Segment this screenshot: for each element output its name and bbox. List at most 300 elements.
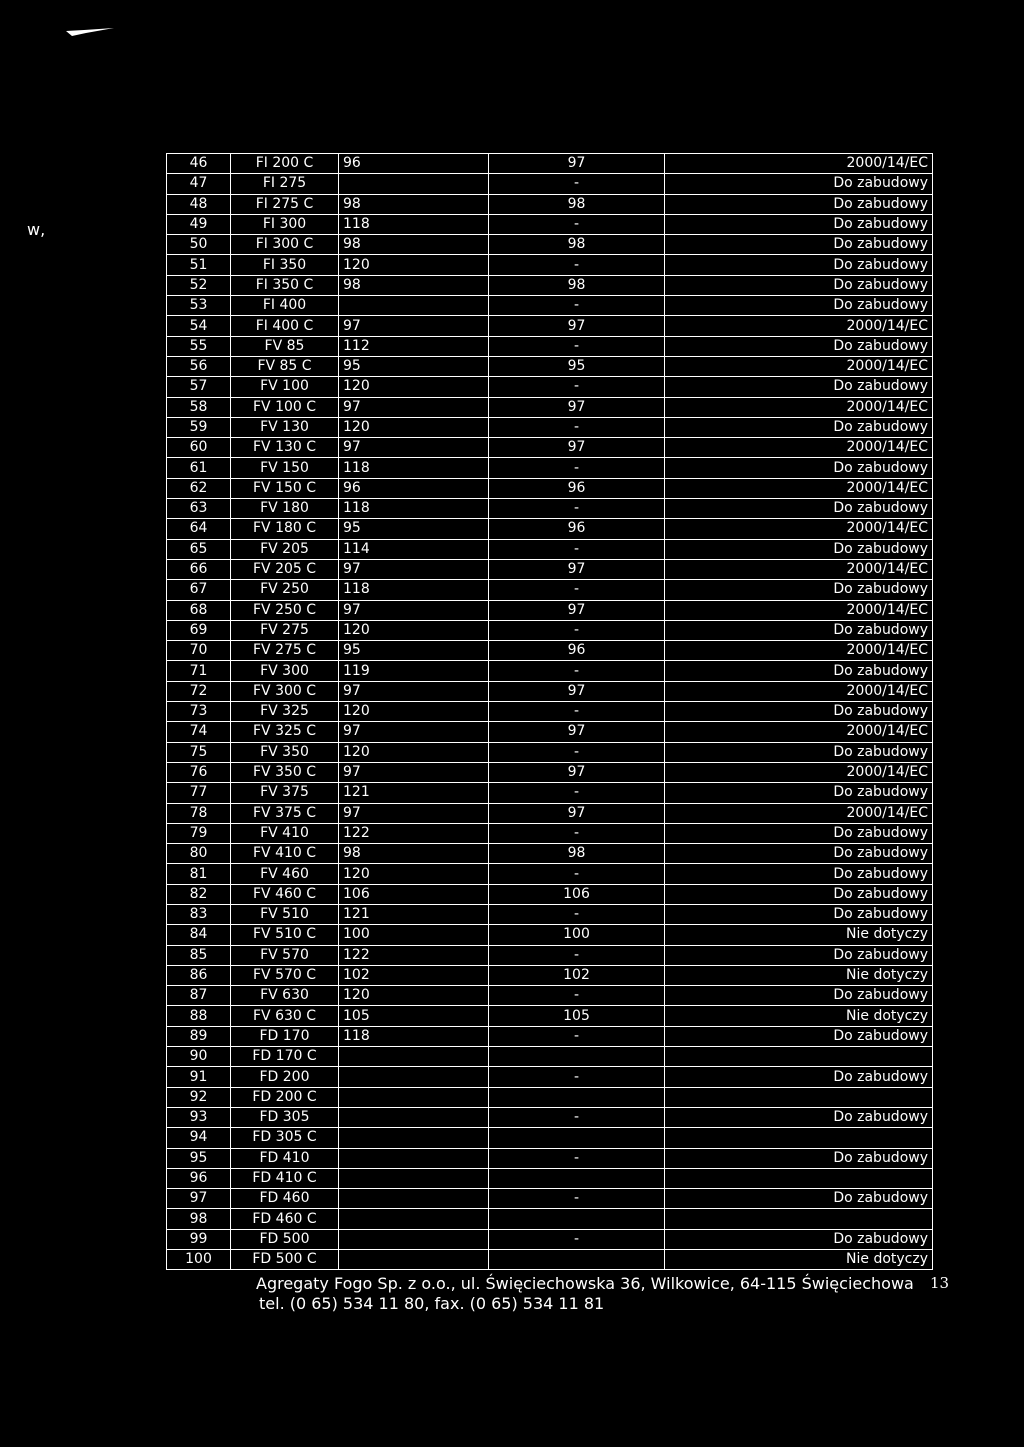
- table-row: [167, 1107, 933, 1127]
- value-cell: 95: [339, 641, 489, 661]
- model-cell: FD 305: [231, 1107, 339, 1127]
- footer: [256, 1274, 914, 1314]
- value-cell: 102: [339, 965, 489, 985]
- standard-cell: Do zabudowy: [665, 1148, 933, 1168]
- standard-cell: Nie dotyczy: [665, 1250, 933, 1270]
- value-c-cell: -: [489, 214, 665, 234]
- table-row: [167, 641, 933, 661]
- row-number-cell: 48: [167, 194, 231, 214]
- row-number-cell: 98: [167, 1209, 231, 1229]
- model-cell: FV 350 C: [231, 762, 339, 782]
- value-cell: 118: [339, 580, 489, 600]
- footer-address: Agregaty Fogo Sp. z o.o., ul. Święciechowska 36, Wilkowice, 64-115 Święciechowa: [256, 1274, 914, 1293]
- row-number-cell: 78: [167, 803, 231, 823]
- value-cell: [339, 1168, 489, 1188]
- standard-cell: [665, 1087, 933, 1107]
- standard-cell: Do zabudowy: [665, 884, 933, 904]
- table-row: [167, 214, 933, 234]
- value-cell: 97: [339, 397, 489, 417]
- standard-cell: Do zabudowy: [665, 1107, 933, 1127]
- standard-cell: 2000/14/EC: [665, 154, 933, 174]
- value-cell: 96: [339, 154, 489, 174]
- value-c-cell: 97: [489, 397, 665, 417]
- table-row: [167, 377, 933, 397]
- table-row: [167, 255, 933, 275]
- value-cell: [339, 1128, 489, 1148]
- standard-cell: Do zabudowy: [665, 1026, 933, 1046]
- value-c-cell: 97: [489, 316, 665, 336]
- table-row: [167, 803, 933, 823]
- value-c-cell: -: [489, 296, 665, 316]
- table-row: [167, 1148, 933, 1168]
- table-row: [167, 844, 933, 864]
- standard-cell: [665, 1128, 933, 1148]
- row-number-cell: 90: [167, 1047, 231, 1067]
- model-cell: FV 85 C: [231, 356, 339, 376]
- model-cell: FV 350: [231, 742, 339, 762]
- value-cell: 120: [339, 864, 489, 884]
- row-number-cell: 67: [167, 580, 231, 600]
- value-cell: [339, 1067, 489, 1087]
- model-cell: FV 570: [231, 945, 339, 965]
- table-row: [167, 1067, 933, 1087]
- standard-cell: Do zabudowy: [665, 1189, 933, 1209]
- value-cell: 120: [339, 620, 489, 640]
- value-cell: 97: [339, 600, 489, 620]
- row-number-cell: 91: [167, 1067, 231, 1087]
- standard-cell: Do zabudowy: [665, 580, 933, 600]
- value-c-cell: -: [489, 580, 665, 600]
- table-row: [167, 864, 933, 884]
- value-c-cell: -: [489, 945, 665, 965]
- model-cell: FD 170 C: [231, 1047, 339, 1067]
- row-number-cell: 80: [167, 844, 231, 864]
- value-c-cell: 96: [489, 519, 665, 539]
- value-cell: 97: [339, 559, 489, 579]
- model-cell: FD 305 C: [231, 1128, 339, 1148]
- standard-cell: Do zabudowy: [665, 214, 933, 234]
- row-number-cell: 57: [167, 377, 231, 397]
- value-c-cell: 97: [489, 154, 665, 174]
- table-row: [167, 783, 933, 803]
- model-cell: FI 300: [231, 214, 339, 234]
- specification-table-body: [167, 154, 933, 1270]
- value-c-cell: 96: [489, 641, 665, 661]
- model-cell: FV 275 C: [231, 641, 339, 661]
- table-row: [167, 965, 933, 985]
- standard-cell: Do zabudowy: [665, 275, 933, 295]
- row-number-cell: 75: [167, 742, 231, 762]
- value-c-cell: [489, 1168, 665, 1188]
- value-cell: 120: [339, 742, 489, 762]
- value-c-cell: -: [489, 1189, 665, 1209]
- value-cell: 118: [339, 499, 489, 519]
- value-cell: [339, 174, 489, 194]
- value-c-cell: 97: [489, 803, 665, 823]
- table-row: [167, 478, 933, 498]
- table-row: [167, 154, 933, 174]
- value-c-cell: [489, 1209, 665, 1229]
- standard-cell: Do zabudowy: [665, 783, 933, 803]
- table-row: [167, 1209, 933, 1229]
- table-row: [167, 945, 933, 965]
- value-c-cell: -: [489, 174, 665, 194]
- row-number-cell: 79: [167, 823, 231, 843]
- standard-cell: 2000/14/EC: [665, 722, 933, 742]
- value-cell: 98: [339, 844, 489, 864]
- value-c-cell: 98: [489, 194, 665, 214]
- standard-cell: Do zabudowy: [665, 235, 933, 255]
- value-cell: 95: [339, 519, 489, 539]
- value-cell: 97: [339, 438, 489, 458]
- standard-cell: Do zabudowy: [665, 661, 933, 681]
- value-c-cell: -: [489, 661, 665, 681]
- row-number-cell: 74: [167, 722, 231, 742]
- value-c-cell: [489, 1128, 665, 1148]
- row-number-cell: 71: [167, 661, 231, 681]
- value-c-cell: 106: [489, 884, 665, 904]
- standard-cell: Do zabudowy: [665, 620, 933, 640]
- table-row: [167, 762, 933, 782]
- model-cell: FI 200 C: [231, 154, 339, 174]
- standard-cell: Nie dotyczy: [665, 925, 933, 945]
- value-cell: 118: [339, 1026, 489, 1046]
- table-row: [167, 925, 933, 945]
- value-cell: 122: [339, 823, 489, 843]
- model-cell: FI 350 C: [231, 275, 339, 295]
- value-cell: 97: [339, 803, 489, 823]
- table-row: [167, 620, 933, 640]
- model-cell: FD 460: [231, 1189, 339, 1209]
- model-cell: FD 410: [231, 1148, 339, 1168]
- table-row: [167, 559, 933, 579]
- value-cell: 118: [339, 214, 489, 234]
- standard-cell: 2000/14/EC: [665, 356, 933, 376]
- row-number-cell: 88: [167, 1006, 231, 1026]
- value-c-cell: -: [489, 823, 665, 843]
- model-cell: FV 570 C: [231, 965, 339, 985]
- standard-cell: 2000/14/EC: [665, 438, 933, 458]
- value-c-cell: -: [489, 417, 665, 437]
- row-number-cell: 68: [167, 600, 231, 620]
- model-cell: FD 460 C: [231, 1209, 339, 1229]
- value-c-cell: [489, 1047, 665, 1067]
- value-c-cell: -: [489, 742, 665, 762]
- standard-cell: Do zabudowy: [665, 458, 933, 478]
- model-cell: FD 500: [231, 1229, 339, 1249]
- model-cell: FV 250 C: [231, 600, 339, 620]
- value-cell: [339, 1047, 489, 1067]
- model-cell: FI 300 C: [231, 235, 339, 255]
- row-number-cell: 65: [167, 539, 231, 559]
- model-cell: FV 300 C: [231, 681, 339, 701]
- value-c-cell: -: [489, 1148, 665, 1168]
- standard-cell: 2000/14/EC: [665, 681, 933, 701]
- value-cell: 119: [339, 661, 489, 681]
- table-row: [167, 397, 933, 417]
- model-cell: FD 200 C: [231, 1087, 339, 1107]
- value-cell: 100: [339, 925, 489, 945]
- row-number-cell: 49: [167, 214, 231, 234]
- row-number-cell: 70: [167, 641, 231, 661]
- model-cell: FV 130 C: [231, 438, 339, 458]
- standard-cell: Do zabudowy: [665, 539, 933, 559]
- row-number-cell: 99: [167, 1229, 231, 1249]
- value-c-cell: -: [489, 255, 665, 275]
- value-c-cell: -: [489, 336, 665, 356]
- row-number-cell: 59: [167, 417, 231, 437]
- standard-cell: Do zabudowy: [665, 823, 933, 843]
- value-cell: 120: [339, 702, 489, 722]
- model-cell: FI 350: [231, 255, 339, 275]
- row-number-cell: 86: [167, 965, 231, 985]
- row-number-cell: 87: [167, 986, 231, 1006]
- row-number-cell: 46: [167, 154, 231, 174]
- page-number: 13: [930, 1274, 950, 1292]
- value-cell: 98: [339, 194, 489, 214]
- value-c-cell: [489, 1250, 665, 1270]
- table-row: [167, 1047, 933, 1067]
- row-number-cell: 82: [167, 884, 231, 904]
- table-row: [167, 884, 933, 904]
- row-number-cell: 92: [167, 1087, 231, 1107]
- row-number-cell: 100: [167, 1250, 231, 1270]
- standard-cell: Do zabudowy: [665, 499, 933, 519]
- value-cell: 98: [339, 235, 489, 255]
- model-cell: FI 400 C: [231, 316, 339, 336]
- row-number-cell: 63: [167, 499, 231, 519]
- value-c-cell: 97: [489, 762, 665, 782]
- value-cell: 97: [339, 681, 489, 701]
- row-number-cell: 69: [167, 620, 231, 640]
- table-row: [167, 722, 933, 742]
- specification-table: [166, 153, 933, 1270]
- table-row: [167, 539, 933, 559]
- value-cell: 106: [339, 884, 489, 904]
- standard-cell: Do zabudowy: [665, 986, 933, 1006]
- table-row: [167, 336, 933, 356]
- standard-cell: 2000/14/EC: [665, 803, 933, 823]
- standard-cell: Do zabudowy: [665, 1229, 933, 1249]
- row-number-cell: 64: [167, 519, 231, 539]
- row-number-cell: 72: [167, 681, 231, 701]
- table-row: [167, 174, 933, 194]
- value-cell: [339, 1250, 489, 1270]
- row-number-cell: 97: [167, 1189, 231, 1209]
- value-c-cell: [489, 1087, 665, 1107]
- model-cell: FI 400: [231, 296, 339, 316]
- model-cell: FV 85: [231, 336, 339, 356]
- row-number-cell: 55: [167, 336, 231, 356]
- table-row: [167, 681, 933, 701]
- model-cell: FI 275: [231, 174, 339, 194]
- row-number-cell: 85: [167, 945, 231, 965]
- table-row: [167, 438, 933, 458]
- standard-cell: Do zabudowy: [665, 702, 933, 722]
- value-cell: 105: [339, 1006, 489, 1026]
- standard-cell: Do zabudowy: [665, 174, 933, 194]
- value-cell: 95: [339, 356, 489, 376]
- standard-cell: [665, 1047, 933, 1067]
- row-number-cell: 56: [167, 356, 231, 376]
- row-number-cell: 81: [167, 864, 231, 884]
- value-cell: [339, 1189, 489, 1209]
- row-number-cell: 73: [167, 702, 231, 722]
- table-row: [167, 1168, 933, 1188]
- value-cell: 114: [339, 539, 489, 559]
- value-cell: [339, 1209, 489, 1229]
- value-c-cell: -: [489, 539, 665, 559]
- row-number-cell: 54: [167, 316, 231, 336]
- value-cell: 121: [339, 783, 489, 803]
- table-row: [167, 519, 933, 539]
- value-cell: [339, 1107, 489, 1127]
- table-row: [167, 661, 933, 681]
- standard-cell: Do zabudowy: [665, 194, 933, 214]
- row-number-cell: 53: [167, 296, 231, 316]
- model-cell: FV 460: [231, 864, 339, 884]
- model-cell: FV 410 C: [231, 844, 339, 864]
- standard-cell: Do zabudowy: [665, 742, 933, 762]
- table-row: [167, 702, 933, 722]
- table-row: [167, 417, 933, 437]
- table-row: [167, 316, 933, 336]
- value-c-cell: -: [489, 458, 665, 478]
- standard-cell: 2000/14/EC: [665, 600, 933, 620]
- value-cell: 120: [339, 377, 489, 397]
- table-row: [167, 235, 933, 255]
- standard-cell: [665, 1209, 933, 1229]
- table-row: [167, 600, 933, 620]
- standard-cell: 2000/14/EC: [665, 559, 933, 579]
- model-cell: FD 410 C: [231, 1168, 339, 1188]
- scan-artifact-mark: [66, 28, 114, 36]
- row-number-cell: 58: [167, 397, 231, 417]
- value-cell: 120: [339, 986, 489, 1006]
- model-cell: FV 510: [231, 904, 339, 924]
- standard-cell: 2000/14/EC: [665, 641, 933, 661]
- standard-cell: 2000/14/EC: [665, 316, 933, 336]
- value-cell: 118: [339, 458, 489, 478]
- value-c-cell: 97: [489, 600, 665, 620]
- standard-cell: Do zabudowy: [665, 377, 933, 397]
- footer-contact: tel. (0 65) 534 11 80, fax. (0 65) 534 11 81: [259, 1294, 605, 1313]
- value-cell: [339, 1087, 489, 1107]
- table-row: [167, 458, 933, 478]
- model-cell: FD 170: [231, 1026, 339, 1046]
- model-cell: FV 130: [231, 417, 339, 437]
- row-number-cell: 61: [167, 458, 231, 478]
- value-c-cell: 100: [489, 925, 665, 945]
- model-cell: FV 410: [231, 823, 339, 843]
- row-number-cell: 52: [167, 275, 231, 295]
- standard-cell: 2000/14/EC: [665, 397, 933, 417]
- value-cell: 122: [339, 945, 489, 965]
- row-number-cell: 94: [167, 1128, 231, 1148]
- model-cell: FV 205 C: [231, 559, 339, 579]
- margin-mark: w,: [27, 220, 46, 239]
- value-c-cell: -: [489, 864, 665, 884]
- value-c-cell: 102: [489, 965, 665, 985]
- table-row: [167, 296, 933, 316]
- table-row: [167, 580, 933, 600]
- value-c-cell: -: [489, 1107, 665, 1127]
- model-cell: FD 200: [231, 1067, 339, 1087]
- value-c-cell: -: [489, 702, 665, 722]
- value-c-cell: -: [489, 1026, 665, 1046]
- model-cell: FV 325: [231, 702, 339, 722]
- standard-cell: Do zabudowy: [665, 336, 933, 356]
- standard-cell: Do zabudowy: [665, 255, 933, 275]
- model-cell: FV 150 C: [231, 478, 339, 498]
- table-row: [167, 1087, 933, 1107]
- value-c-cell: -: [489, 904, 665, 924]
- model-cell: FV 630 C: [231, 1006, 339, 1026]
- model-cell: FV 300: [231, 661, 339, 681]
- row-number-cell: 47: [167, 174, 231, 194]
- row-number-cell: 93: [167, 1107, 231, 1127]
- value-c-cell: -: [489, 377, 665, 397]
- model-cell: FV 460 C: [231, 884, 339, 904]
- standard-cell: Do zabudowy: [665, 904, 933, 924]
- model-cell: FI 275 C: [231, 194, 339, 214]
- value-c-cell: -: [489, 1229, 665, 1249]
- value-c-cell: 98: [489, 844, 665, 864]
- value-c-cell: 105: [489, 1006, 665, 1026]
- model-cell: FV 250: [231, 580, 339, 600]
- standard-cell: 2000/14/EC: [665, 519, 933, 539]
- value-c-cell: -: [489, 620, 665, 640]
- table-row: [167, 1026, 933, 1046]
- value-c-cell: 97: [489, 722, 665, 742]
- table-row: [167, 499, 933, 519]
- table-row: [167, 1006, 933, 1026]
- model-cell: FV 150: [231, 458, 339, 478]
- value-c-cell: -: [489, 1067, 665, 1087]
- value-cell: 97: [339, 316, 489, 336]
- table-row: [167, 1128, 933, 1148]
- table-row: [167, 194, 933, 214]
- standard-cell: 2000/14/EC: [665, 478, 933, 498]
- value-c-cell: -: [489, 783, 665, 803]
- value-c-cell: -: [489, 986, 665, 1006]
- row-number-cell: 62: [167, 478, 231, 498]
- value-cell: 97: [339, 762, 489, 782]
- standard-cell: Nie dotyczy: [665, 1006, 933, 1026]
- model-cell: FV 510 C: [231, 925, 339, 945]
- value-c-cell: 97: [489, 559, 665, 579]
- value-c-cell: 98: [489, 275, 665, 295]
- value-cell: 98: [339, 275, 489, 295]
- row-number-cell: 83: [167, 904, 231, 924]
- standard-cell: Do zabudowy: [665, 296, 933, 316]
- value-c-cell: 98: [489, 235, 665, 255]
- row-number-cell: 66: [167, 559, 231, 579]
- row-number-cell: 96: [167, 1168, 231, 1188]
- model-cell: FV 375 C: [231, 803, 339, 823]
- value-cell: [339, 296, 489, 316]
- row-number-cell: 76: [167, 762, 231, 782]
- model-cell: FV 275: [231, 620, 339, 640]
- value-c-cell: -: [489, 499, 665, 519]
- table-row: [167, 1250, 933, 1270]
- table-row: [167, 904, 933, 924]
- row-number-cell: 84: [167, 925, 231, 945]
- standard-cell: Do zabudowy: [665, 864, 933, 884]
- standard-cell: Nie dotyczy: [665, 965, 933, 985]
- table-row: [167, 823, 933, 843]
- model-cell: FV 180: [231, 499, 339, 519]
